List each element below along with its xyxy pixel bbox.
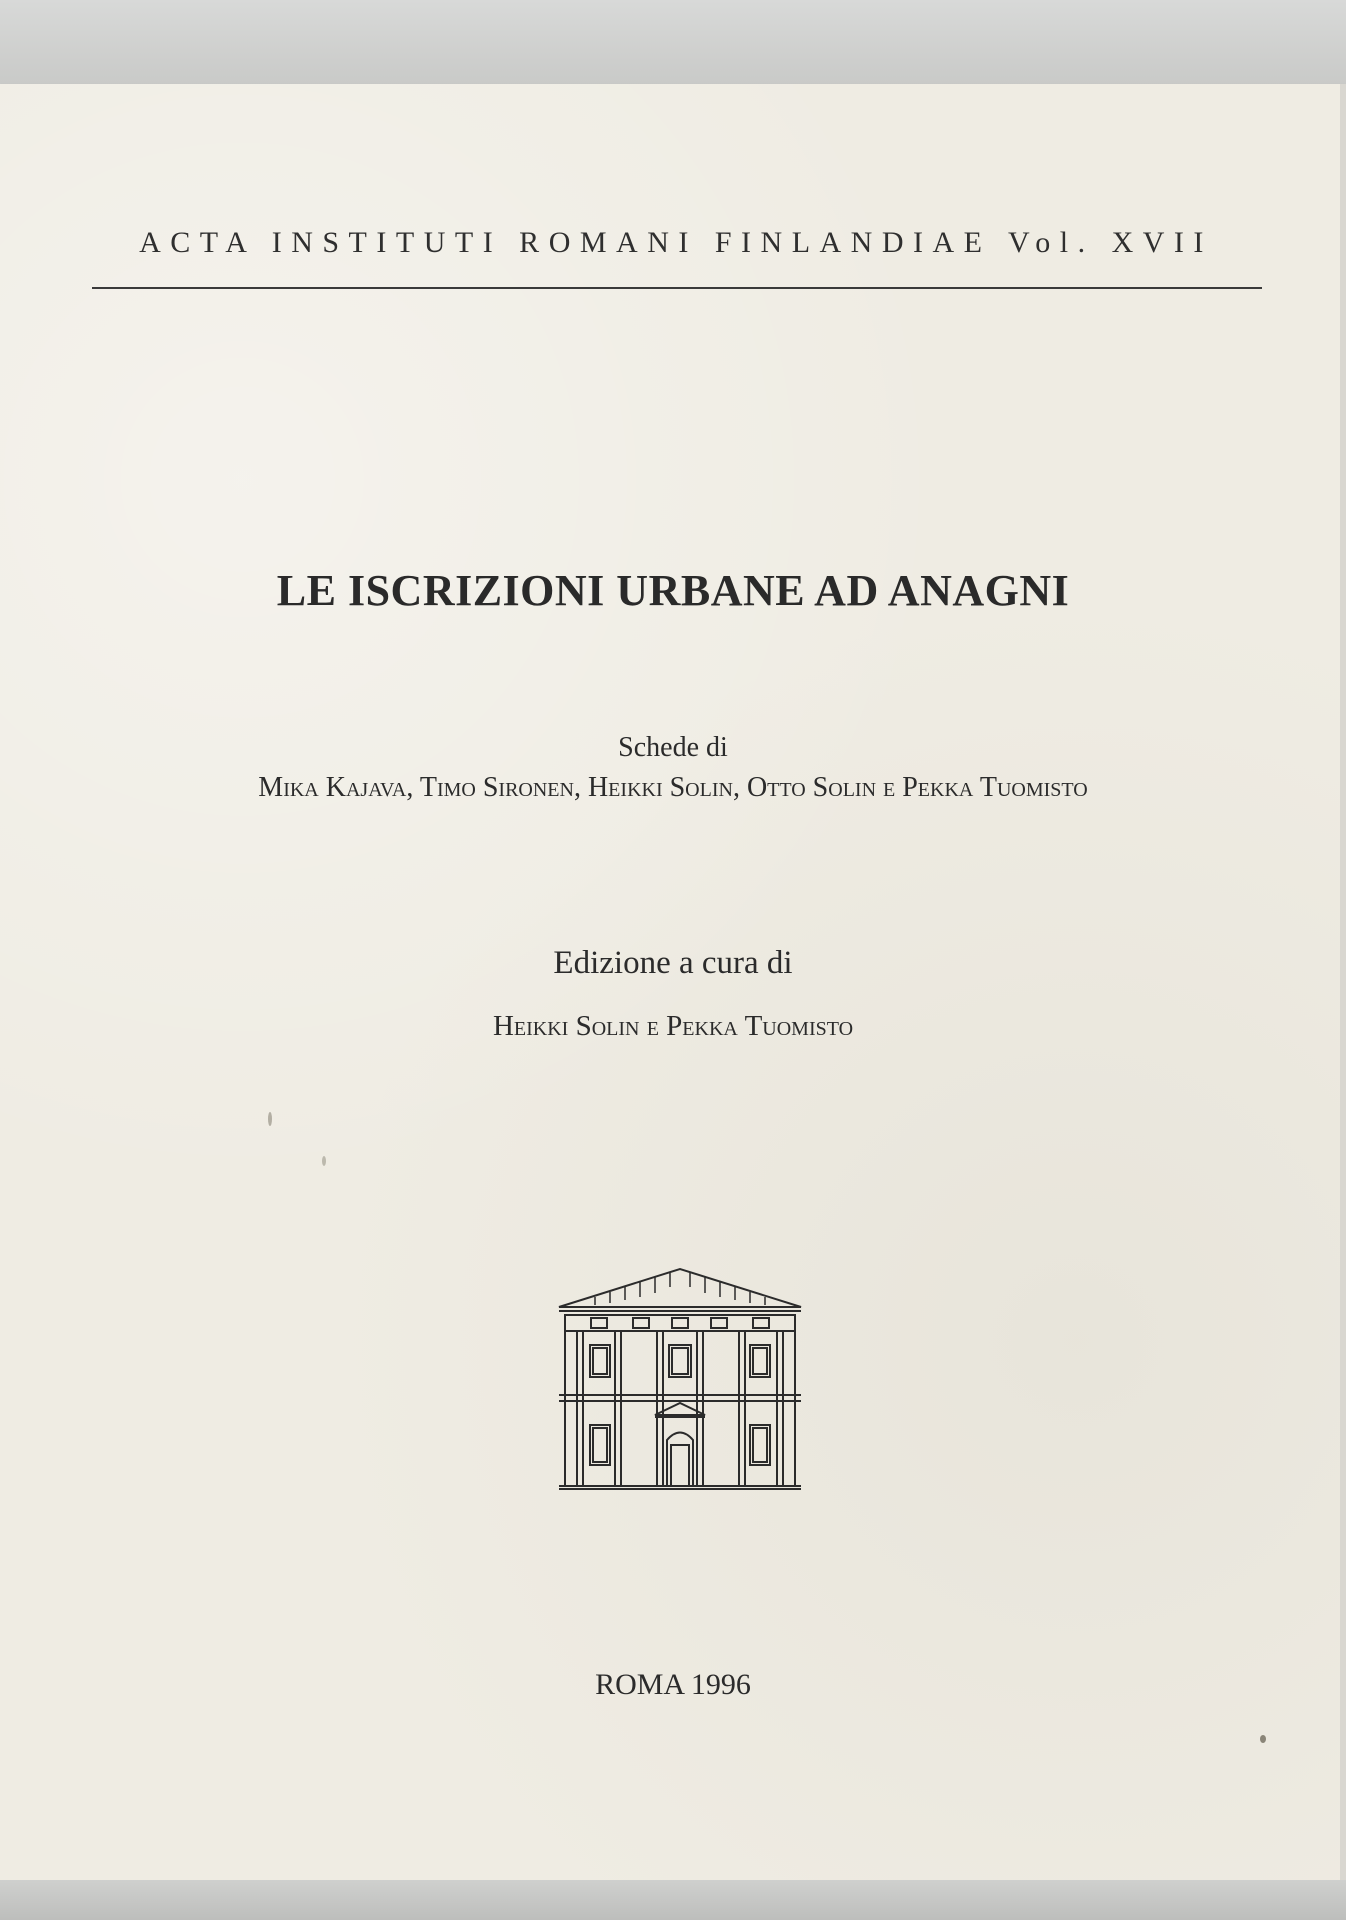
scan-background-bottom (0, 1880, 1346, 1920)
palazzo-facade-icon (555, 1265, 805, 1490)
paper-speck (322, 1156, 326, 1166)
place-and-year: ROMA 1996 (595, 1668, 751, 1701)
series-title: ACTA INSTITUTI ROMANI FINLANDIAE Vol. XVII (139, 226, 1213, 259)
schede-label: Schede di (618, 732, 728, 763)
series-rule-divider (92, 287, 1262, 289)
book-title: LE ISCRIZIONI URBANE AD ANAGNI (276, 566, 1070, 615)
authors-list: Mika Kajava, Timo Sironen, Heikki Solin, Otto Solin e Pekka Tuomisto (258, 772, 1088, 803)
paper-speck (268, 1112, 272, 1126)
book-cover (0, 84, 1346, 1880)
cover-edge (1340, 84, 1346, 1880)
editors-list: Heikki Solin e Pekka Tuomisto (492, 1010, 854, 1042)
paper-speck (1260, 1735, 1266, 1743)
edition-label: Edizione a cura di (553, 945, 793, 981)
scan-background-top (0, 0, 1346, 84)
